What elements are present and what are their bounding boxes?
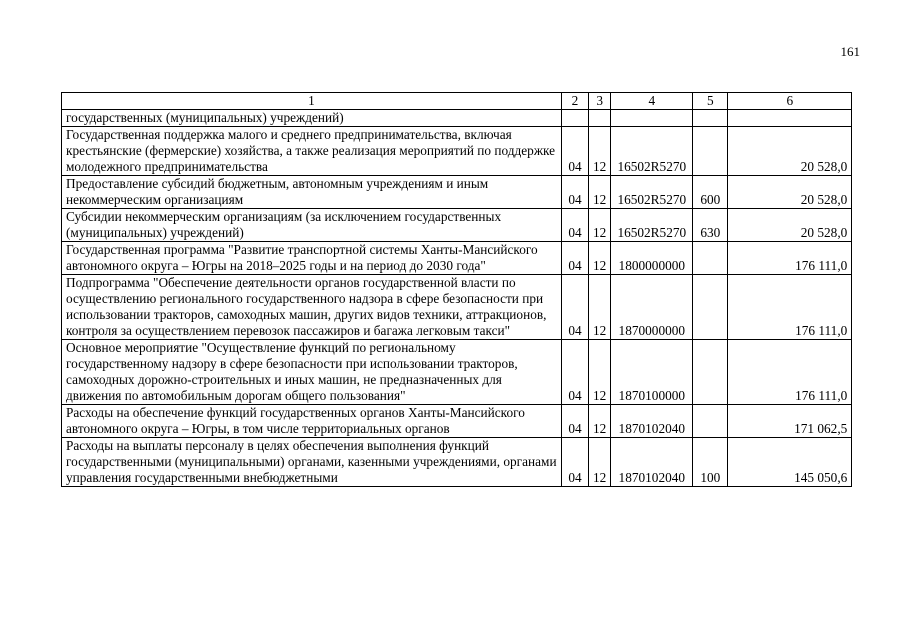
row-name: Основное мероприятие "Осуществление функций по региональному государственному надзору в сфере безопасности при использовании тракторов, самоходных дорожно-строительных и иных машин, не предназначенных для движения по автомобильным дорогам общего пользования" (62, 340, 562, 405)
table-row (62, 340, 852, 405)
row-section: 04 (562, 127, 589, 176)
row-expense-type (693, 340, 728, 405)
row-name: Государственная поддержка малого и среднего предпринимательства, включая крестьянские (фермерские) хозяйства, а также реализация мероприятий по поддержке молодежного предпринимательства (62, 127, 562, 176)
row-target-code: 16502R5270 (611, 176, 693, 209)
row-target-code: 1800000000 (611, 242, 693, 275)
row-target-code: 1870102040 (611, 438, 693, 487)
row-amount: 20 528,0 (728, 176, 852, 209)
row-subsection: 12 (589, 127, 611, 176)
table-row (62, 242, 852, 275)
row-target-code: 1870000000 (611, 275, 693, 340)
page-number: 161 (840, 44, 860, 59)
row-amount: 171 062,5 (728, 405, 852, 438)
row-subsection: 12 (589, 176, 611, 209)
row-amount: 20 528,0 (728, 209, 852, 242)
row-section: 04 (562, 209, 589, 242)
row-amount: 20 528,0 (728, 127, 852, 176)
row-name: государственных (муниципальных) учреждений) (62, 110, 562, 127)
row-expense-type: 100 (693, 438, 728, 487)
row-expense-type: 600 (693, 176, 728, 209)
table-row (62, 405, 852, 438)
row-subsection: 12 (589, 340, 611, 405)
row-section: 04 (562, 242, 589, 275)
row-amount: 176 111,0 (728, 275, 852, 340)
row-amount (728, 110, 852, 127)
row-subsection: 12 (589, 209, 611, 242)
header-col-6: 6 (728, 93, 852, 110)
row-expense-type (693, 242, 728, 275)
row-target-code: 1870102040 (611, 405, 693, 438)
row-name: Подпрограмма "Обеспечение деятельности органов государственной власти по осуществлению регионального государственного надзора в сфере безопасности при использовании тракторов, самоходных машин, других видов техники, аттракционов, контроля за осуществлением перевозок пассажиров и багажа легковым такси" (62, 275, 562, 340)
header-col-2: 2 (562, 93, 589, 110)
row-section: 04 (562, 405, 589, 438)
budget-table (61, 92, 852, 487)
table-row (62, 275, 852, 340)
row-subsection: 12 (589, 242, 611, 275)
row-amount: 145 050,6 (728, 438, 852, 487)
row-subsection: 12 (589, 275, 611, 340)
header-col-5: 5 (693, 93, 728, 110)
row-section: 04 (562, 275, 589, 340)
row-name: Расходы на выплаты персоналу в целях обеспечения выполнения функций государственными (муниципальными) органами, казенными учреждениями, органами управления государственными внебюджетными (62, 438, 562, 487)
header-col-3: 3 (589, 93, 611, 110)
row-target-code: 16502R5270 (611, 127, 693, 176)
row-name: Расходы на обеспечение функций государственных органов Ханты-Мансийского автономного округа – Югры, в том числе территориальных органов (62, 405, 562, 438)
row-target-code: 1870100000 (611, 340, 693, 405)
header-col-1: 1 (62, 93, 562, 110)
table-row (62, 176, 852, 209)
row-expense-type (693, 405, 728, 438)
row-expense-type (693, 110, 728, 127)
table-header-row (62, 93, 852, 110)
row-amount: 176 111,0 (728, 242, 852, 275)
row-subsection: 12 (589, 405, 611, 438)
table-row (62, 209, 852, 242)
header-col-4: 4 (611, 93, 693, 110)
row-section: 04 (562, 176, 589, 209)
row-target-code: 16502R5270 (611, 209, 693, 242)
table-row (62, 110, 852, 127)
table-row (62, 438, 852, 487)
row-target-code (611, 110, 693, 127)
row-section: 04 (562, 438, 589, 487)
row-name: Субсидии некоммерческим организациям (за исключением государственных (муниципальных) учреждений) (62, 209, 562, 242)
row-subsection (589, 110, 611, 127)
row-amount: 176 111,0 (728, 340, 852, 405)
row-section: 04 (562, 340, 589, 405)
row-expense-type: 630 (693, 209, 728, 242)
row-name: Государственная программа "Развитие транспортной системы Ханты-Мансийского автономного округа – Югры на 2018–2025 годы и на период до 2030 года" (62, 242, 562, 275)
table-row (62, 127, 852, 176)
row-section (562, 110, 589, 127)
row-expense-type (693, 127, 728, 176)
row-name: Предоставление субсидий бюджетным, автономным учреждениям и иным некоммерческим организациям (62, 176, 562, 209)
row-subsection: 12 (589, 438, 611, 487)
row-expense-type (693, 275, 728, 340)
